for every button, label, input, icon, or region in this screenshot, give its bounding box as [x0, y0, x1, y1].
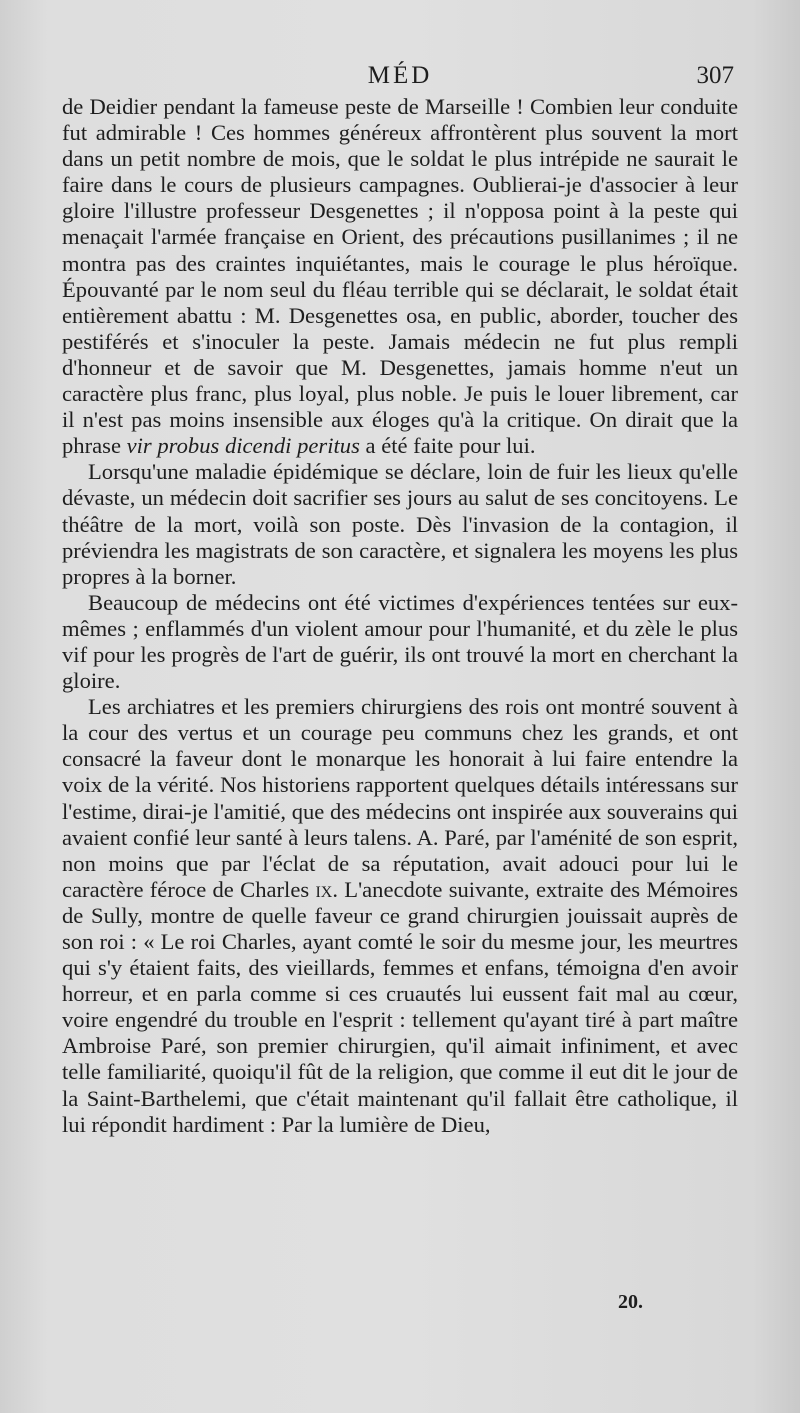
- text-segment: Les archiatres et les premiers chirurgiens des rois ont montré souvent à la cour des vertus et un courage peu communs chez les grands, et ont consacré la faveur dont le monarque les honorait à lui faire entendre la voix de la vérité. Nos historiens rapportent quelques détails intéressans sur l'estime, dirai-je l'amitié, que des médecins ont inspirée aux souverains qui avaient confié leur santé à leurs talens. A. Paré, par l'aménité de son esprit, non moins que par l'éclat de sa réputation, avait adouci pour lui le caractère féroce de Charles: [62, 694, 738, 902]
- paragraph-1: [62, 94, 738, 459]
- text-segment: . L'anecdote suivante, extraite des Mémoires de Sully, montre de quelle faveur ce grand chirurgien jouissait auprès de son roi : « Le roi Charles, ayant comté le soir du mesme jour, les meurtres qui s'y étaient faits, des vieillards, femmes et enfans, témoigna d'en avoir horreur, et en parla comme si ces cruautés lui eussent fait mal au cœur, voire engendré du trouble en l'esprit : tellement qu'ayant tiré à part maître Ambroise Paré, son premier chirurgien, qu'il aimait infiniment, et avec telle familiarité, quoiqu'il fût de la religion, que comme il eut dit le jour de la Saint-Barthelemi, que c'était maintenant qu'il fallait être catholique, il lui répondit hardiment : Par la lumière de Dieu,: [62, 876, 738, 1137]
- paragraph-3: [62, 590, 738, 694]
- signature-mark: 20.: [618, 1291, 643, 1313]
- body-text: [62, 94, 738, 1138]
- running-head: MÉD: [367, 62, 433, 89]
- text-segment: Lorsqu'une maladie épidémique se déclare, loin de fuir les lieux qu'elle dévaste, un médecin doit sacrifier ses jours au salut de ses concitoyens. Le théâtre de la mort, voilà son poste. Dès l'invasion de la contagion, il préviendra les magistrats de son caractère, et signalera les moyens les plus propres à la borner.: [62, 459, 738, 589]
- page-number: 307: [696, 62, 734, 89]
- paragraph-4: [62, 694, 738, 1138]
- italic-text: vir probus dicendi peritus: [126, 433, 360, 459]
- text-segment: de Deidier pendant la fameuse peste de Marseille ! Combien leur conduite fut admirable ! Ces hommes généreux affrontèrent plus souvent la mort dans un petit nombre de mois, que le soldat le plus intrépide ne saurait le faire dans le cours de plusieurs campagnes. Oublierai-je d'associer à leur gloire l'illustre professeur Desgenettes ; il n'opposa point à la peste qui menaçait l'armée française en Orient, des précautions pusillanimes ; il ne montra pas des craintes inquiétantes, mais le courage le plus héroïque. Épouvanté par le nom seul du fléau terrible qui se déclarait, le soldat était entièrement abattu : M. Desgenettes osa, en public, aborder, toucher des pestiférés et s'inoculer la peste. Jamais médecin ne fut plus rempli d'honneur et de savoir que M. Desgenettes, jamais homme n'eut un caractère plus franc, plus loyal, plus noble. Je puis le louer librement, car il n'est pas moins insensible aux éloges qu'à la critique. On dirait que la phrase: [62, 94, 738, 459]
- text-segment: ix: [315, 876, 333, 902]
- text-segment: a été faite pour lui.: [359, 433, 536, 459]
- page-header: [0, 60, 800, 96]
- text-segment: Beaucoup de médecins ont été victimes d'expériences tentées sur eux-mêmes ; enflammés d'un violent amour pour l'humanité, et du zèle le plus vif pour les progrès de l'art de guérir, ils ont trouvé la mort en cherchant la gloire.: [62, 589, 738, 694]
- paragraph-2: [62, 459, 738, 589]
